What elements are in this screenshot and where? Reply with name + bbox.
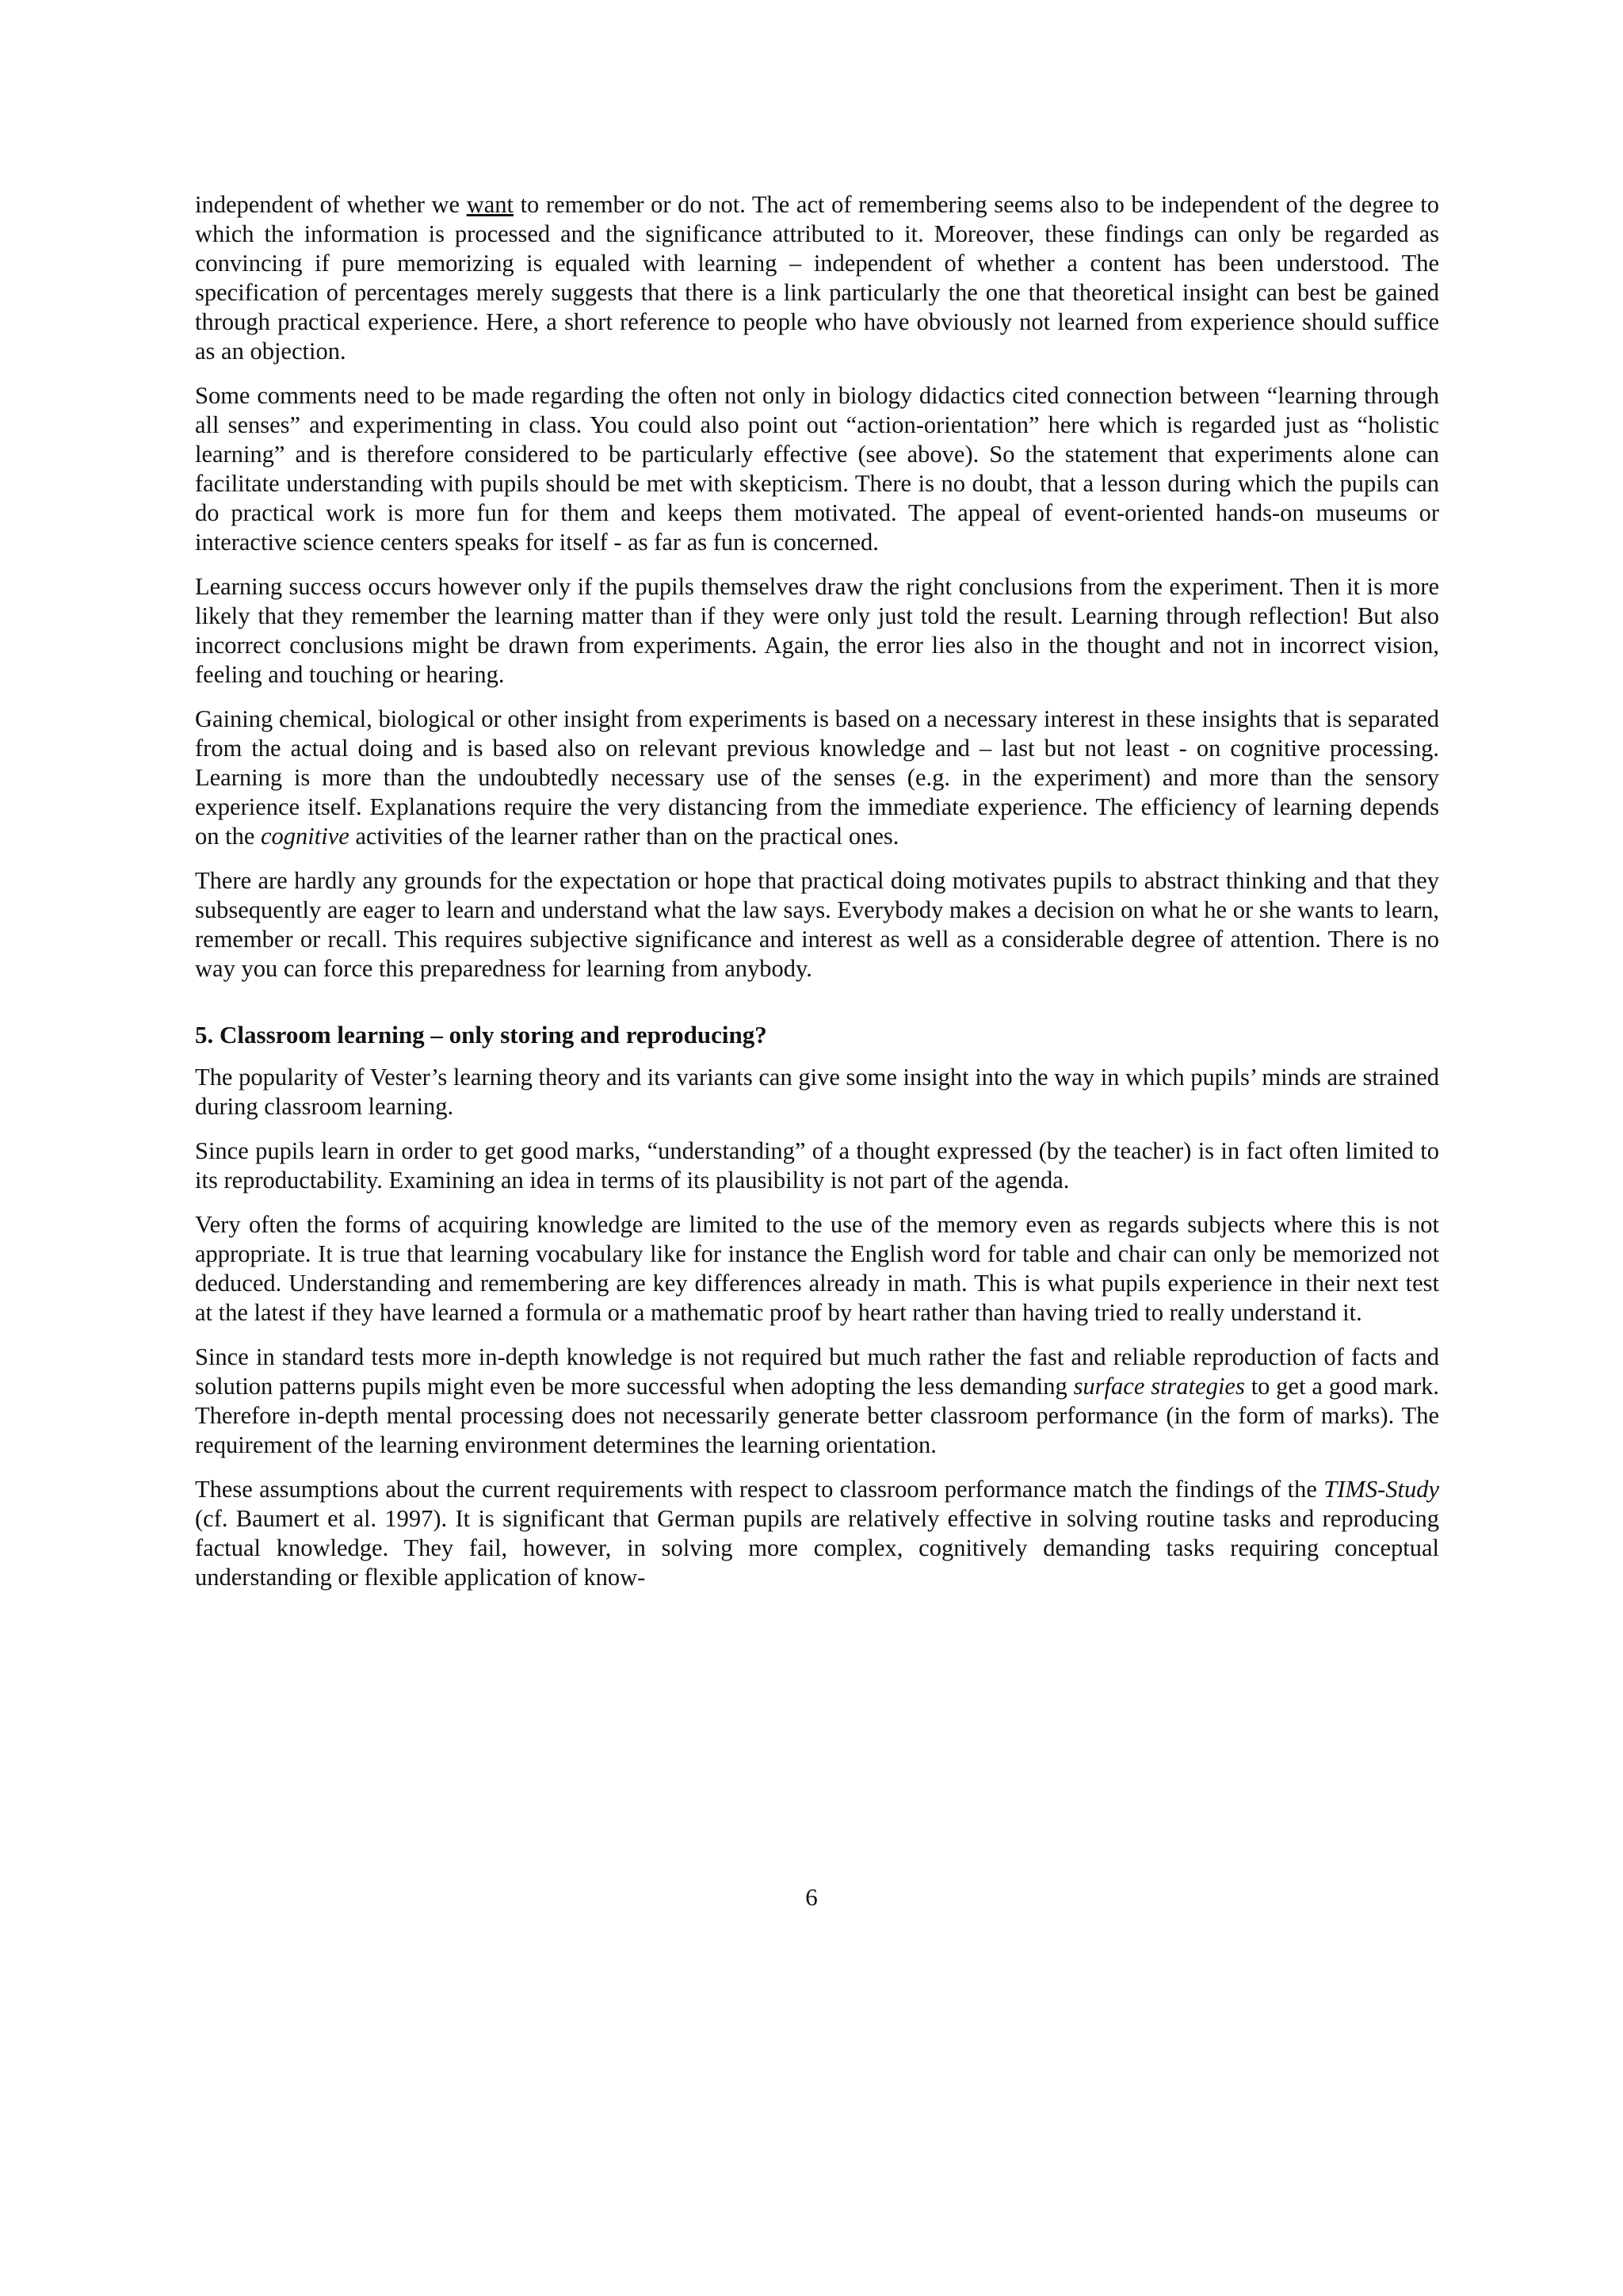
paragraph	[195, 1343, 1439, 1460]
text-span: Some comments need to be made regarding the often not only in biology didactics cited connection between “learning through all senses” and experimenting in class. You could also point out “action-orientation” here which is regarded just as “holistic learning” and is therefore considered to be particularly effective (see above). So the statement that experiments alone can facilitate understanding with pupils should be met with skepticism. There is no doubt, that a lesson during which the pupils can do practical work is more fun for them and keeps them motivated. The appeal of event-oriented hands-on museums or interactive science centers speaks for itself - as far as fun is concerned.	[195, 382, 1439, 556]
paragraph	[195, 1063, 1439, 1121]
text-span: There are hardly any grounds for the expectation or hope that practical doing motivates pupils to abstract thinking and that they subsequently are eager to learn and understand what the law says. Everybody makes a decision on what he or she wants to learn, remember or recall. This requires subjective significance and interest as well as a considerable degree of attention. There is no way you can force this preparedness for learning from anybody.	[195, 867, 1439, 982]
paragraph	[195, 1210, 1439, 1328]
italic-span: cognitive	[261, 823, 349, 850]
paragraph	[195, 705, 1439, 851]
paragraph	[195, 1475, 1439, 1592]
paragraph-group-bottom	[195, 1063, 1439, 1592]
italic-span: TIMS-Study	[1323, 1476, 1439, 1503]
paragraph	[195, 381, 1439, 557]
text-span: Learning success occurs however only if the pupils themselves draw the right conclusions from the experiment. Then it is more likely that they remember the learning matter than if they were only just told the result. Learning through reflection! But also incorrect conclusions might be drawn from experiments. Again, the error lies also in the thought and not in incorrect vision, feeling and touching or hearing.	[195, 573, 1439, 688]
text-span: The popularity of Vester’s learning theory and its variants can give some insight into the way in which pupils’ minds are strained during classroom learning.	[195, 1064, 1439, 1120]
text-span: independent of whether we	[195, 191, 467, 218]
text-span: These assumptions about the current requirements with respect to classroom performance match the findings of the	[195, 1476, 1324, 1503]
italic-span: surface strategies	[1073, 1373, 1245, 1400]
paragraph	[195, 1137, 1439, 1195]
text-span: to get a good mark. Therefore in-depth mental processing does not necessarily generate better classroom performance (in the form of marks). The requirement of the learning environment determines the learning orientation.	[195, 1373, 1439, 1458]
paragraph	[195, 572, 1439, 690]
text-span: (cf. Baumert et al. 1997). It is significant that German pupils are relatively effective in solving routine tasks and reproducing factual knowledge. They fail, however, in solving more complex, cognitively demanding tasks requiring conceptual understanding or flexible application of know-	[195, 1505, 1439, 1591]
text-span: activities of the learner rather than on the practical ones.	[349, 823, 899, 850]
text-span: Gaining chemical, biological or other insight from experiments is based on a necessary interest in these insights that is separated from the actual doing and is based also on relevant previous knowledge and – last but not least - on cognitive processing. Learning is more than the undoubtedly necessary use of the senses (e.g. in the experiment) and more than the sensory experience itself. Explanations require the very distancing from the immediate experience. The efficiency of learning depends on the	[195, 705, 1439, 850]
paragraph	[195, 866, 1439, 984]
page-number: 6	[805, 1883, 818, 1911]
text-span: Very often the forms of acquiring knowledge are limited to the use of the memory even as regards subjects where this is not appropriate. It is true that learning vocabulary like for instance the English word for table and chair can only be memorized not deduced. Understanding and remembering are key differences already in math. This is what pupils experience in their next test at the latest if they have learned a formula or a mathematic proof by heart rather than having tried to really understand it.	[195, 1211, 1439, 1326]
section-heading: 5. Classroom learning – only storing and reproducing?	[195, 1021, 767, 1049]
text-span: to remember or do not. The act of remembering seems also to be independent of the degree to which the information is processed and the significance attributed to it. Moreover, these findings can only be regarded as convincing if pure memorizing is equaled with learning – independent of whether a content has been understood. The specification of percentages merely suggests that there is a link particularly the one that theoretical insight can best be gained through practical experience. Here, a short reference to people who have obviously not learned from experience should suffice as an objection.	[195, 191, 1440, 365]
underlined-span: want	[466, 191, 514, 218]
paragraph-group-top	[195, 190, 1439, 984]
paragraph	[195, 190, 1439, 366]
body-text	[195, 190, 1439, 1607]
text-span: Since pupils learn in order to get good marks, “understanding” of a thought expressed (by the teacher) is in fact often limited to its reproductability. Examining an idea in terms of its plausibility is not part of the agenda.	[195, 1137, 1439, 1194]
text-span: Since in standard tests more in-depth knowledge is not required but much rather the fast and reliable reproduction of facts and solution patterns pupils might even be more successful when adopting the less demanding	[195, 1343, 1439, 1400]
